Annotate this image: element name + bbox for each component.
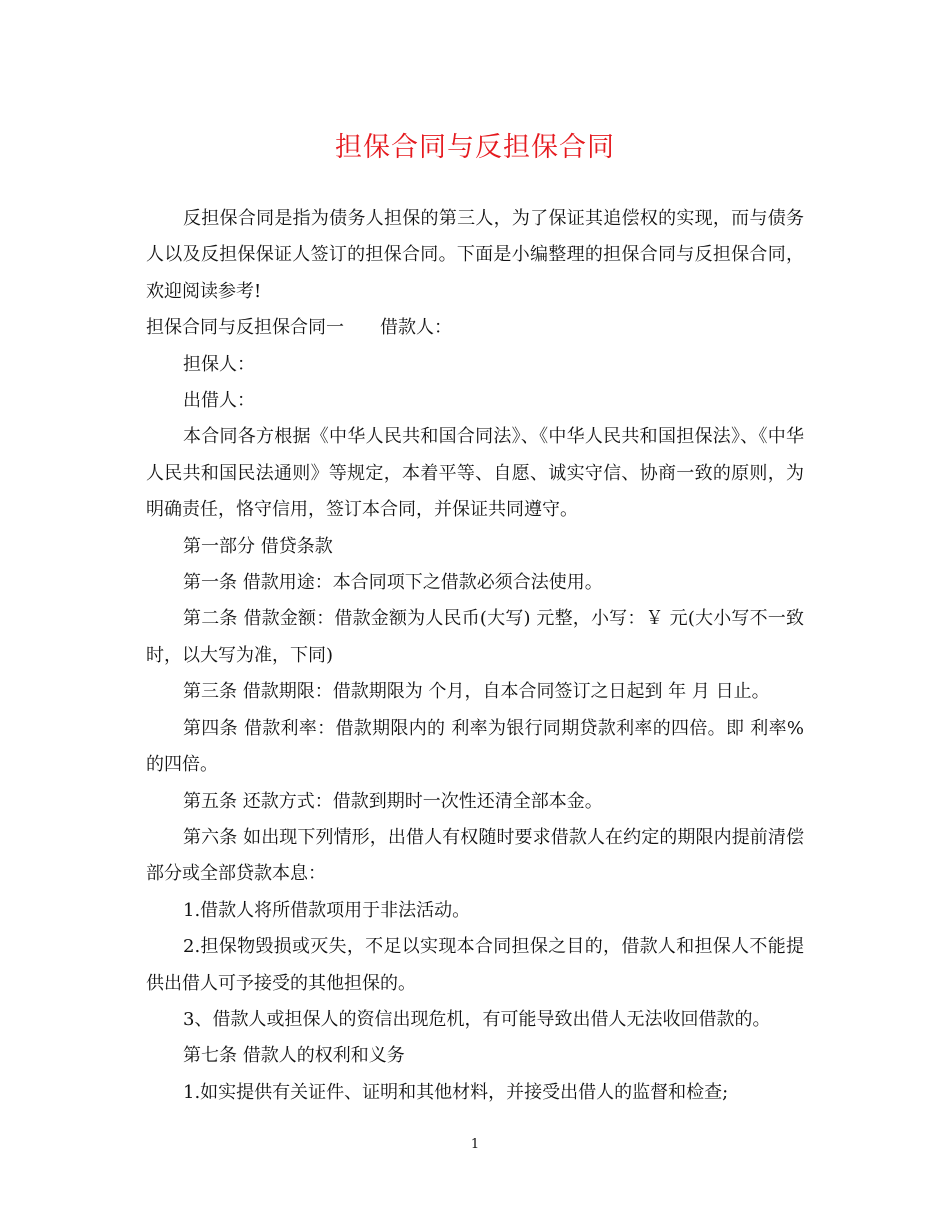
document-title: 担保合同与反担保合同 xyxy=(335,132,615,163)
preamble-paragraph: 本合同各方根据《中华人民共和国合同法》、《中华人民共和国担保法》、《中华人民共和国民法通则》等规定，本着平等、自愿、诚实守信、协商一致的原则，为明确责任，恪守信用，签订本合同，并保证共同遵守。 xyxy=(146,426,804,521)
article-7-item-1: 1.如实提供有关证件、证明和其他材料，并接受出借人的监督和检查; xyxy=(183,1081,729,1103)
document-body xyxy=(146,201,804,1111)
article-6-item-1: 1.借款人将所借款项用于非法活动。 xyxy=(183,899,471,921)
guarantor-label: 担保人： xyxy=(183,353,255,375)
article-7: 第七条 借款人的权利和义务 xyxy=(183,1045,405,1067)
article-3: 第三条 借款期限：借款期限为 个月，自本合同签订之日起到 年 月 日止。 xyxy=(183,681,770,703)
article-6-item-3: 3、借款人或担保人的资信出现危机，有可能导致出借人无法收回借款的。 xyxy=(183,1008,771,1030)
article-5: 第五条 还款方式：借款到期时一次性还清全部本金。 xyxy=(183,790,603,812)
contract-heading: 担保合同与反担保合同一 xyxy=(146,317,344,339)
part-one-heading: 第一部分 借贷条款 xyxy=(183,535,333,557)
article-2: 第二条 借款金额：借款金额为人民币(大写) 元整，小写：￥ 元(大小写不一致时，以大写为准，下同) xyxy=(146,608,804,666)
lender-label: 出借人： xyxy=(183,390,255,412)
page-number: 1 xyxy=(470,1137,480,1152)
borrower-label: 借款人： xyxy=(380,317,452,339)
intro-paragraph: 反担保合同是指为债务人担保的第三人，为了保证其追偿权的实现，而与债务人以及反担保保证人签订的担保合同。下面是小编整理的担保合同与反担保合同，欢迎阅读参考! xyxy=(146,208,804,302)
contract-heading-line xyxy=(146,310,804,346)
article-6: 第六条 如出现下列情形，出借人有权随时要求借款人在约定的期限内提前清偿部分或全部贷款本息： xyxy=(146,826,804,885)
article-6-item-2: 2.担保物毁损或灭失，不足以实现本合同担保之目的，借款人和担保人不能提供出借人可予接受的其他担保的。 xyxy=(146,936,804,994)
article-1: 第一条 借款用途：本合同项下之借款必须合法使用。 xyxy=(183,572,603,594)
article-4: 第四条 借款利率：借款期限内的 利率为银行同期贷款利率的四倍。即 利率%的四倍。 xyxy=(146,717,804,776)
